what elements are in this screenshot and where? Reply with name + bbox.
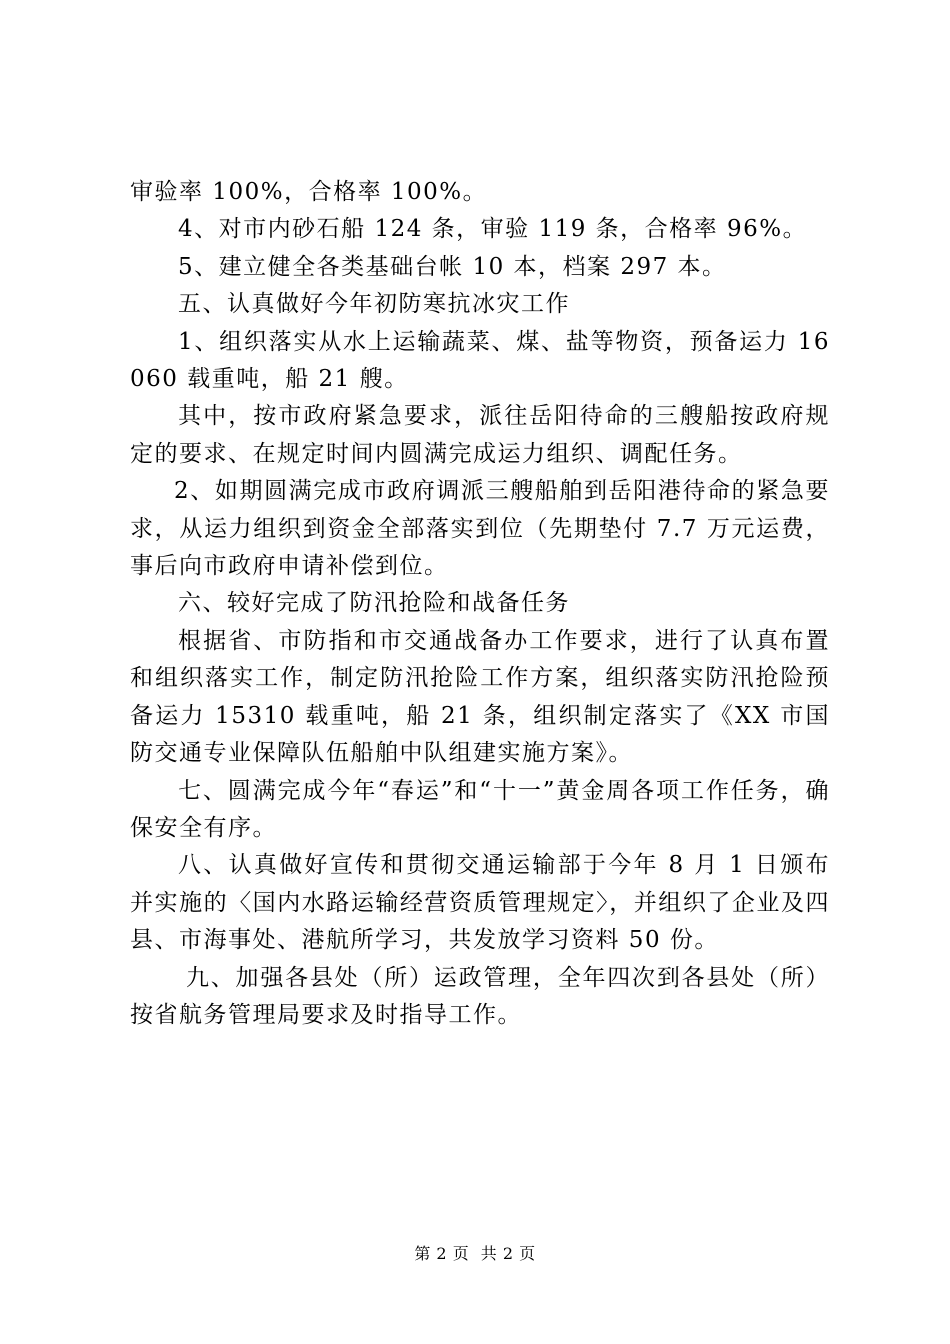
document-body: [130, 174, 830, 1034]
paragraph-7: 根据省、市防指和市交通战备办工作要求，进行了认真布置和组织落实工作，制定防汛抢险工作方案，组织落实防汛抢险预备运力 15310 载重吨，船 21 条，组织制定落实了《XX 市国防交通专业保障队伍船舶中队组建实施方案》。: [130, 627, 830, 767]
section-heading-6: 六、较好完成了防汛抢险和战备任务: [178, 590, 570, 617]
page-total: 共 2 页: [480, 1244, 536, 1263]
paragraph-6: 2、如期圆满完成市政府调派三艘船舶到岳阳港待命的紧急要求，从运力组织到资金全部落实到位（先期垫付 7.7 万元运费，事后向市政府申请补偿到位。: [130, 478, 830, 580]
paragraph-2: 4、对市内砂石船 124 条，审验 119 条，合格率 96%。: [178, 216, 808, 243]
page-number: 第 2 页: [414, 1244, 470, 1263]
paragraph-5: 其中，按市政府紧急要求，派往岳阳待命的三艘船按政府规定的要求、在规定时间内圆满完成运力组织、调配任务。: [130, 403, 830, 467]
section-heading-7: 七、圆满完成今年“春运”和“十一”黄金周各项工作任务，确保安全有序。: [130, 777, 830, 841]
paragraph-3: 5、建立健全各类基础台帐 10 本，档案 297 本。: [178, 253, 727, 280]
paragraph-4: 1、组织落实从水上运输蔬菜、煤、盐等物资，预备运力 16060 载重吨，船 21 艘。: [130, 328, 830, 393]
section-heading-9: 九、加强各县处（所）运政管理，全年四次到各县处（所）按省航务管理局要求及时指导工作。: [130, 964, 830, 1028]
section-heading-5: 五、认真做好今年初防寒抗冰灾工作: [178, 291, 570, 318]
page-footer: [0, 1243, 950, 1265]
paragraph-1: 审验率 100%，合格率 100%。: [130, 179, 488, 205]
section-heading-8: 八、认真做好宣传和贯彻交通运输部于今年 8 月 1 日颁布并实施的〈国内水路运输经营资质管理规定〉，并组织了企业及四县、市海事处、港航所学习，共发放学习资料 50 份。: [130, 852, 830, 954]
